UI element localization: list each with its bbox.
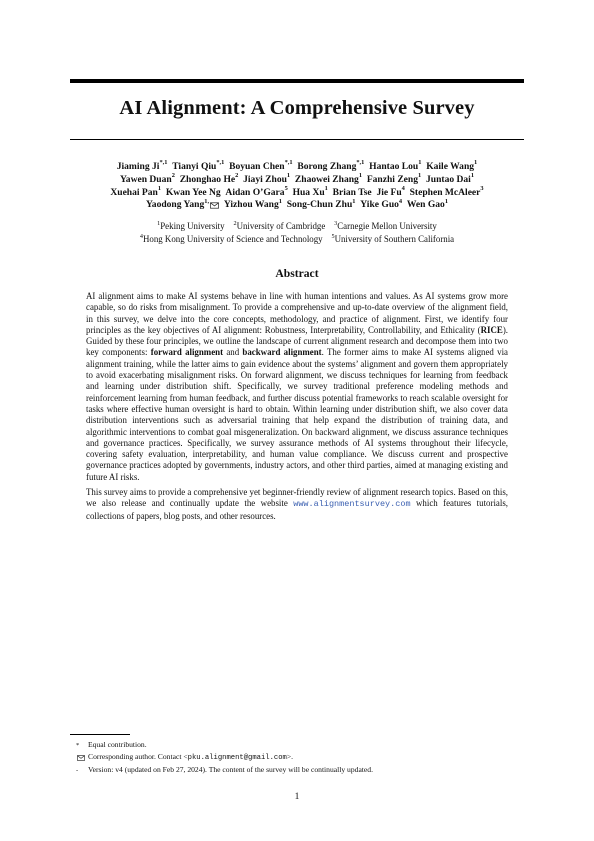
- author-name: Song-Chun Zhu: [286, 199, 353, 211]
- footnote: [76, 764, 518, 776]
- author-name: Boyuan Chen: [229, 161, 285, 172]
- author-name: Tianyi Qiu: [172, 161, 217, 172]
- author-name: Hantao Lou: [369, 161, 419, 172]
- affil-number: 5: [331, 232, 335, 240]
- author-list: [70, 161, 524, 212]
- footnote-mark: [76, 752, 88, 763]
- author-affil-mark: *,1: [216, 159, 225, 167]
- author-affil-mark: 1: [324, 184, 328, 192]
- abstract-heading: Abstract: [275, 267, 319, 280]
- author-affil-mark: 3: [480, 184, 484, 192]
- page-number: 1: [294, 792, 300, 802]
- mail-icon: [210, 202, 219, 209]
- footnote-text: >.: [286, 752, 294, 762]
- author-name: Jiayi Zhou: [243, 173, 287, 185]
- abstract-body: [86, 291, 508, 522]
- author-name: Hua Xu: [292, 186, 325, 198]
- footnote-text: Equal contribution.: [88, 740, 147, 749]
- author-affil-mark: 1: [474, 159, 478, 167]
- abstract-text: ). Guided by these four principles, we outline the landscape of current alignment research and decompose them into two key components:: [86, 324, 508, 358]
- author-name: Borong Zhang: [297, 161, 357, 172]
- author-affil-mark: 1: [418, 159, 422, 167]
- author-name: Yike Guo: [360, 199, 399, 211]
- affil-name: Peking University: [160, 221, 225, 231]
- affil-name: Carnegie Mellon University: [337, 221, 437, 231]
- abstract-paragraph: [86, 487, 508, 522]
- affil-name: University of Cambridge: [236, 221, 326, 231]
- author-name: Kaile Wang: [426, 161, 475, 172]
- author-name: Yawen Duan: [119, 173, 172, 185]
- author-affil-mark: 1: [352, 197, 356, 205]
- author-affil-mark: 1: [278, 197, 282, 205]
- author-name: Zhaowei Zhang: [294, 173, 359, 185]
- footnote-mark: -: [76, 767, 79, 775]
- paper-title: AI Alignment: A Comprehensive Survey: [119, 97, 475, 119]
- footnote-text: Corresponding author. Contact <: [88, 752, 188, 762]
- author-name: Yaodong Yang: [145, 199, 205, 211]
- bold-term: backward alignment: [242, 347, 322, 358]
- author-affil-mark: 1: [358, 172, 363, 180]
- abstract-text: which features tutorials, collections of papers, blog posts, and other resources.: [86, 498, 508, 521]
- author-name: Jie Fu: [376, 186, 402, 198]
- author-name: Brian Tse: [332, 186, 372, 198]
- author-affil-mark: 1: [444, 197, 449, 205]
- abstract-paragraph: [86, 291, 508, 483]
- author-affil-mark: *,1: [356, 159, 365, 167]
- author-affil-mark: 4: [398, 197, 403, 205]
- author-affil-mark: 1: [418, 172, 422, 180]
- abstract-text: This survey aims to provide a comprehensive yet beginner-friendly review of alignment research topics. Based on this, we also release and continually update the website: [86, 487, 508, 509]
- author-affil-mark: 1,: [204, 197, 210, 205]
- author-affil-mark: *,1: [159, 159, 168, 167]
- abstract-text: AI alignment aims to make AI systems behave in line with human intentions and values. As AI systems grow more capable, so do risks from misalignment. To provide a comprehensive and up-to-date overview of the alignment field, in this survey, we delve into the core concepts, methodology, and practice of alignment. First, we identify four principles as the key objectives of AI alignment: Robustness, Interpretability, Controllability, and Ethicality (: [86, 291, 508, 335]
- author-name: Aidan O’Gara: [225, 186, 285, 198]
- footnote: [88, 751, 518, 764]
- author-affil-mark: 1: [157, 184, 162, 192]
- affil-number: 4: [139, 232, 143, 240]
- footnote-mark: *: [76, 742, 80, 749]
- author-name: Kwan Yee Ng: [165, 186, 221, 198]
- bold-term: forward alignment: [150, 347, 224, 358]
- abstract-text: and: [223, 347, 243, 358]
- author-name: Xuehai Pan: [110, 186, 158, 198]
- top-thick-rule: [70, 79, 524, 83]
- footnotes: [76, 739, 518, 777]
- author-affil-mark: *,1: [284, 159, 293, 167]
- affil-name: University of Southern California: [334, 233, 455, 244]
- affil-number: 3: [334, 220, 338, 228]
- author-affil-mark: 4: [401, 184, 405, 192]
- contact-email[interactable]: pku.alignment@gmail.com: [187, 754, 287, 763]
- title-bottom-rule: [70, 139, 524, 140]
- affil-name: Hong Kong University of Science and Technology: [142, 233, 323, 244]
- author-affil-mark: 5: [284, 184, 288, 192]
- footnote: [76, 739, 518, 751]
- author-affil-mark: 2: [235, 172, 239, 180]
- author-name: Wen Gao: [406, 199, 445, 211]
- footnote-rule: [70, 734, 130, 735]
- author-name: Jiaming Ji: [116, 161, 160, 172]
- author-name: Juntao Dai: [426, 173, 471, 185]
- abstract-text: . The former aims to make AI systems aligned via alignment training, while the latter aims to gain evidence about the systems’ alignment and govern them appropriately to avoid exacerbating misalignment risks. On forward alignment, we discuss techniques for learning from feedback and learning under distribution shift. Specifically, we survey traditional preference modeling methods and reinforcement learning from human feedback, and further discuss potential frameworks to reach scalable oversight for tasks where effective human oversight is hard to obtain. Within learning under distribution shift, we also cover data distribution interventions such as adversarial training that help expand the distribution of training data, and algorithmic interventions to combat goal misgeneralization. On backward alignment, we discuss assurance techniques and governance practices. Specifically, we survey assurance methods of AI systems throughout their lifecycle, covering safety evaluation, interpretability, and human value compliance. We discuss current and prospective governance practices adopted by governments, industry actors, and other third parties, aimed at managing existing and future AI risks.: [86, 347, 508, 482]
- website-link[interactable]: www.alignmentsurvey.com: [293, 499, 411, 510]
- author-name: Zhonghao He: [179, 173, 236, 185]
- author-affil-mark: 1: [470, 172, 475, 180]
- author-affil-mark: 1: [286, 172, 291, 180]
- author-name: Fanzhi Zeng: [366, 173, 419, 185]
- affil-number: 2: [233, 220, 237, 228]
- author-affil-mark: 2: [171, 172, 175, 180]
- affiliation-list: [70, 220, 524, 245]
- author-name: Yizhou Wang: [223, 199, 279, 211]
- bold-term: RICE: [480, 324, 503, 335]
- affil-number: 1: [157, 220, 161, 228]
- mail-icon: [77, 755, 85, 761]
- footnote-text: Version: v4 (updated on Feb 27, 2024). The content of the survey will be continually updated.: [88, 765, 373, 775]
- author-name: Stephen McAleer: [409, 186, 481, 198]
